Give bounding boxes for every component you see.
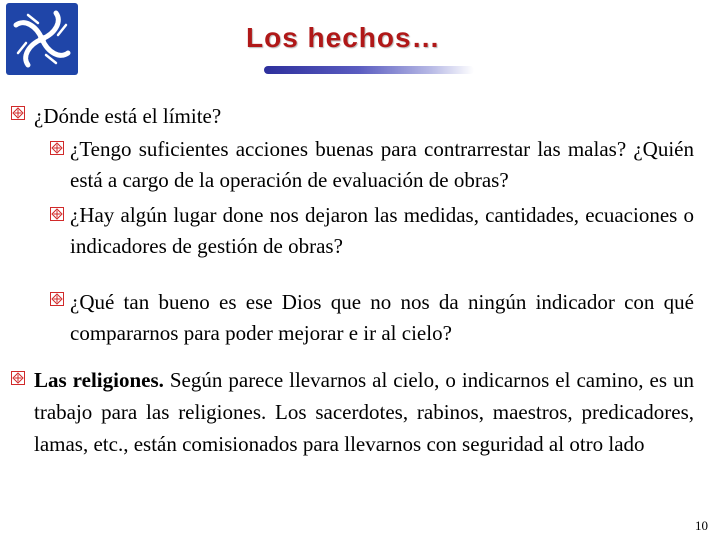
bullet-icon — [50, 207, 64, 221]
bullet-icon — [11, 371, 25, 385]
bullet-icon — [50, 292, 64, 306]
title-underline — [264, 66, 474, 74]
bullet-icon — [11, 106, 25, 120]
list-item-limit-2: ¿Hay algún lugar done nos dejaron las medidas, cantidades, ecuaciones o indicadores de gestión de obras? — [70, 203, 694, 258]
religions-lead: Las religiones. — [34, 368, 164, 392]
list-item-limit-1: ¿Tengo suficientes acciones buenas para contrarrestar las malas? ¿Quién está a cargo de la operación de evaluación de obras? — [70, 137, 694, 192]
swirl-logo-icon — [6, 3, 78, 75]
slide-title: Los hechos… — [246, 22, 441, 53]
bullet-icon — [50, 141, 64, 155]
page-number: 10 — [695, 518, 708, 533]
heading-limit: ¿Dónde está el límite? — [34, 104, 222, 128]
paragraph-religions — [34, 364, 694, 460]
list-item-limit-3: ¿Qué tan bueno es ese Dios que no nos da ningún indicador con qué compararnos para poder mejorar e ir al cielo? — [70, 290, 694, 345]
religions-text: Según parece llevarnos al cielo, o indicarnos el camino, es un trabajo para las religiones. Los sacerdotes, rabinos, maestros, predicadores, lamas, etc., están comisionados para llevarnos con seguridad al otro lado — [34, 368, 694, 456]
logo — [6, 3, 78, 75]
